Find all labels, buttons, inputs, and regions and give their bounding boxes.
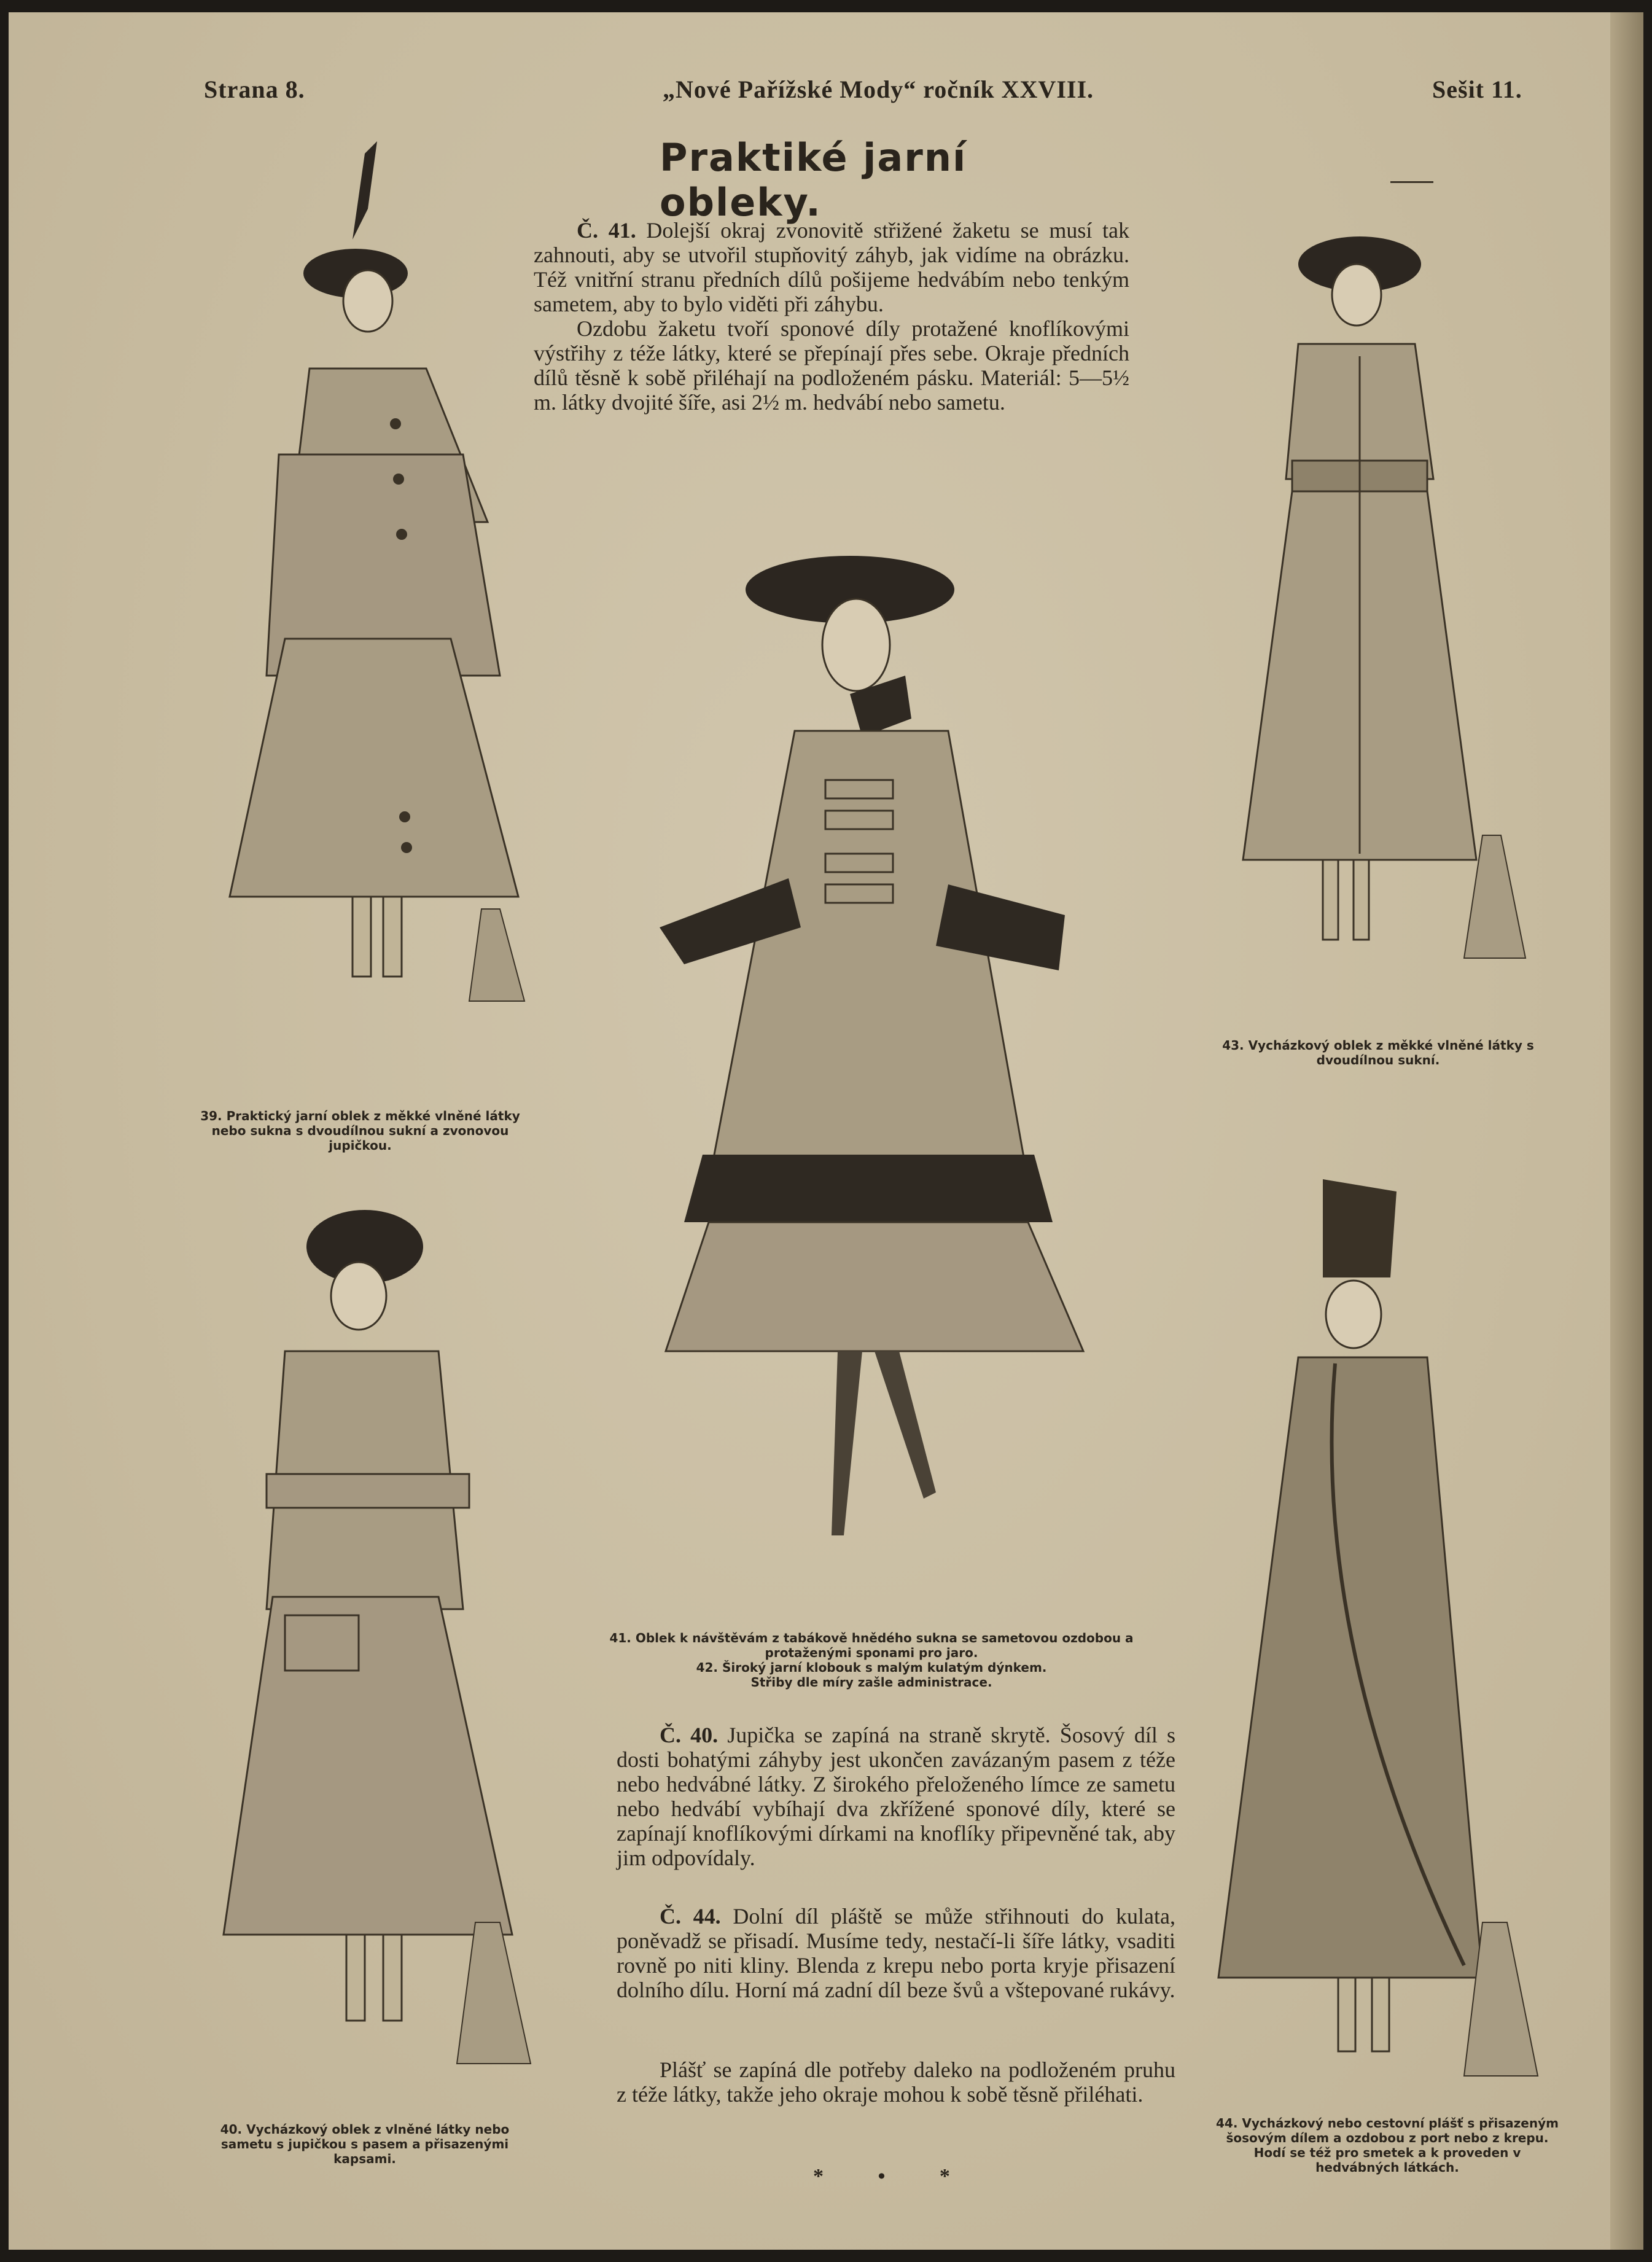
magazine-page [9, 12, 1643, 2250]
caption-administration-note: Střiby dle míry zašle administrace. [750, 1675, 992, 1690]
caption-41 [589, 1631, 1154, 1690]
article-block-41 [534, 218, 1129, 415]
header-issue: Sešit 11. [1432, 76, 1522, 103]
article-block-40 [617, 1723, 1175, 1870]
page-edge [1610, 12, 1643, 2250]
article-text-41b: Ozdobu žaketu tvoří sponové díly protažené knoflíkovými výstřihy z téže látky, které se přepínají přes sebe. Okraje předních dílů těsně k sobě přiléhají na podloženém pásku. Materiál: 5—5½ m. látky dvojité šíře, asi 2½ m. hedvábí nebo sametu. [534, 316, 1129, 415]
article-block-44b [617, 2057, 1175, 2107]
decorative-stars: * • * [813, 2165, 975, 2188]
fashion-illustration-40 [205, 1167, 537, 2100]
article-text-44b: Plášť se zapíná dle potřeby daleko na podloženém pruhu z téže látky, takže jeho okraje mohou k sobě těsně přiléhati. [617, 2057, 1175, 2107]
caption-44: 44. Vycházkový nebo cestovní plášť s přisazeným šosovým dílem a ozdobou z port nebo z krepu. Hodí se též pro smetek a k proveden v hedvábných látkách. [1216, 2116, 1559, 2175]
article-lead-41: Č. 41. [577, 218, 636, 243]
header-magazine-title: „Nové Pařížské Mody“ ročník XXVIII. [663, 76, 1094, 103]
article-block-44 [617, 1904, 1175, 2002]
caption-42-line: 42. Široký jarní klobouk s malým kulatým dýnkem. [696, 1660, 1047, 1675]
fashion-illustration-44 [1206, 1155, 1550, 2100]
caption-39: 39. Praktický jarní oblek z měkké vlněné látky nebo sukna s dvoudílnou sukní a zvonovou jupičkou. [200, 1109, 520, 1153]
fashion-illustration-43 [1218, 215, 1538, 1013]
article-text-40: Jupička se zapíná na straně skrytě. Šosový díl s dosti bohatými záhyby jest ukončen zavázaným pasem z téže nebo hedvábné látky. Z širokého přeloženého límce ze sametu nebo hedvábí vybíhají dva zkřížené sponové díly, které se zapínají knoflíkovými dírkami na knoflíky připevněné tak, aby jim odpovídaly. [617, 1723, 1176, 1870]
article-text-41: Dolejší okraj zvonovitě střižené žaketu se musí tak zahnouti, aby se utvořil stupňovitý záhyb, jak vidíme na obrázku. Též vnitřní stranu předních dílů pošijeme hedvábím nebo tenkým sametem, aby to bylo viděti při záhybu. [534, 218, 1130, 316]
fashion-illustration-41 [604, 497, 1132, 1591]
fashion-illustration-39 [211, 135, 531, 1050]
decorative-rule [1390, 181, 1433, 183]
header-page-number: Strana 8. [204, 76, 305, 103]
article-text-44: Dolní díl pláště se může střihnouti do kulata, poněvadž se přisadí. Musíme tedy, nestačí-li šíře látky, vsaditi rovně po niti kliny. Blenda z krepu nebo porta kryje přisazení dolního dílu. Horní má zadní díl beze švů a vštepované rukávy. [617, 1904, 1176, 2002]
caption-41-line1: 41. Oblek k návštěvám z tabákově hnědého sukna se sametovou ozdobou a protaženými sponami pro jaro. [609, 1631, 1134, 1660]
article-lead-44: Č. 44. [660, 1904, 721, 1929]
caption-43: 43. Vycházkový oblek z měkké vlněné látky s dvoudílnou sukní. [1222, 1038, 1534, 1067]
article-lead-40: Č. 40. [660, 1723, 719, 1747]
caption-40: 40. Vycházkový oblek z vlněné látky nebo sametu s jupičkou s pasem a přisazenými kapsami. [220, 2122, 510, 2166]
page-title: Praktiké jarní obleky. [660, 135, 967, 225]
